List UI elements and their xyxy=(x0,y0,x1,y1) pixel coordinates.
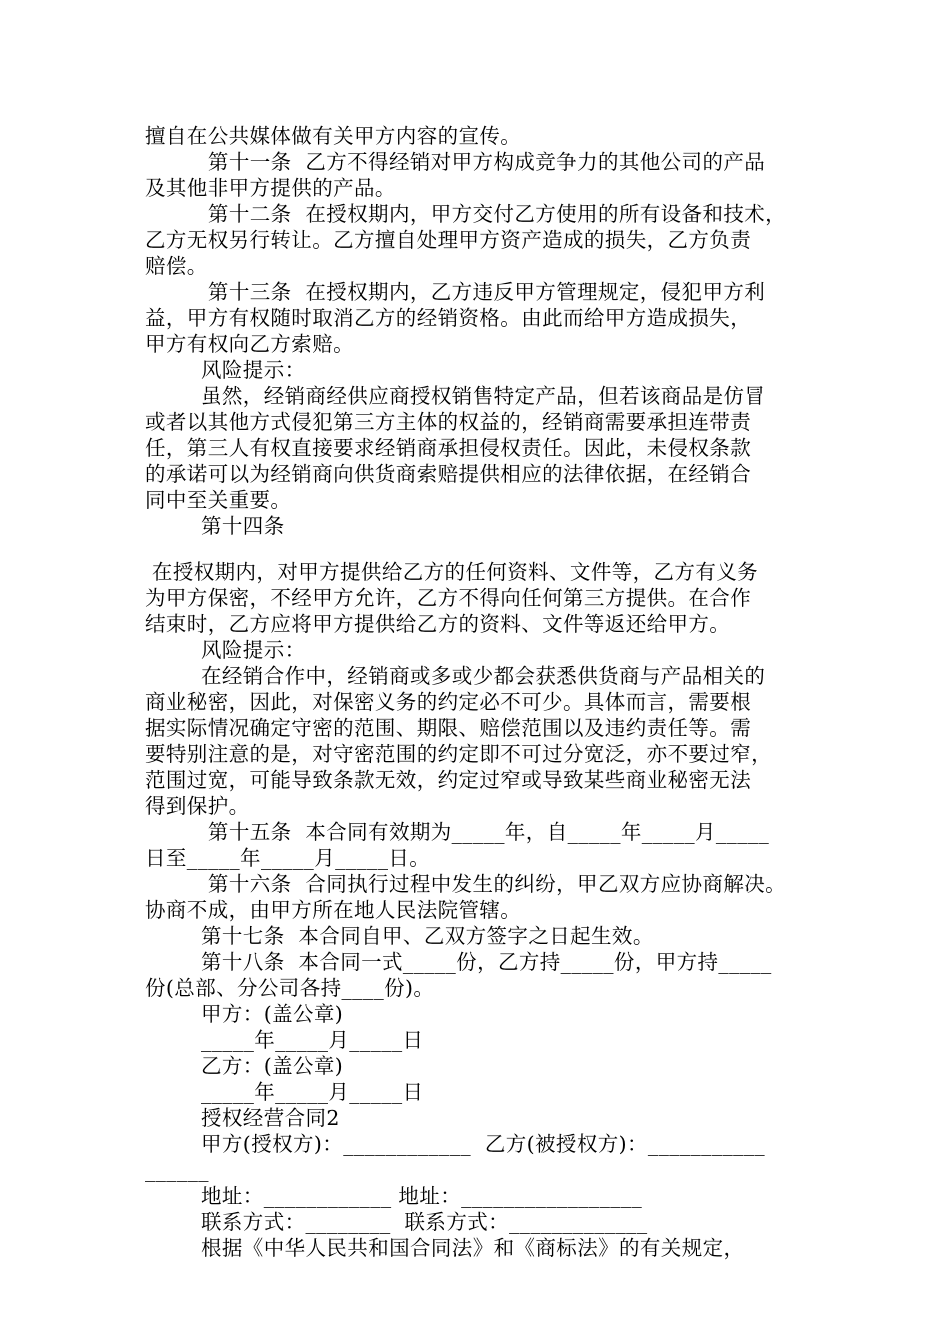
text-line: 风险提示： xyxy=(201,358,306,382)
text-line: 在经销合作中，经销商或多或少都会获悉供货商与产品相关的 xyxy=(201,664,766,688)
parties-line-continued: ______ xyxy=(145,1158,209,1182)
signature-date-b: _____年_____月_____日 xyxy=(201,1080,424,1104)
text-line: 任，第三人有权直接要求经销商承担侵权责任。因此，未侵权条款 xyxy=(145,436,752,460)
text-line: 同中至关重要。 xyxy=(145,488,292,512)
signature-party-a: 甲方：(盖公章) xyxy=(201,1002,344,1026)
text-line: 或者以其他方式侵犯第三方主体的权益的，经销商需要承担连带责 xyxy=(145,410,752,434)
text-line: 范围过宽，可能导致条款无效，约定过窄或导致某些商业秘密无法 xyxy=(145,768,752,792)
section-title: 授权经营合同2 xyxy=(201,1106,340,1130)
contact-line: 联系方式：________ 联系方式：_____________ xyxy=(201,1210,648,1234)
text-line: 擅自在公共媒体做有关甲方内容的宣传。 xyxy=(145,124,522,148)
signature-date-a: _____年_____月_____日 xyxy=(201,1028,424,1052)
text-line: 虽然，经销商经供应商授权销售特定产品，但若该商品是仿冒 xyxy=(201,384,766,408)
text-line: 第十七条 本合同自甲、乙双方签字之日起生效。 xyxy=(201,924,654,948)
text-line: 协商不成，由甲方所在地人民法院管辖。 xyxy=(145,898,522,922)
text-line: 商业秘密，因此，对保密义务的约定必不可少。具体而言，需要根 xyxy=(145,690,752,714)
text-line: 得到保护。 xyxy=(145,794,250,818)
text-line: 益，甲方有权随时取消乙方的经销资格。由此而给甲方造成损失， xyxy=(145,306,752,330)
text-line: 赔偿。 xyxy=(145,254,208,278)
text-line: 要特别注意的是，对守密范围的约定即不可过分宽泛，亦不要过窄， xyxy=(145,742,772,766)
text-line: 的承诺可以为经销商向供货商索赔提供相应的法律依据，在经销合 xyxy=(145,462,752,486)
parties-line: 甲方(授权方)：____________ 乙方(被授权方)：___________ xyxy=(201,1132,766,1156)
text-line: 根据《中华人民共和国合同法》和《商标法》的有关规定， xyxy=(201,1236,745,1260)
text-line: 乙方无权另行转让。乙方擅自处理甲方资产造成的损失，乙方负责 xyxy=(145,228,752,252)
text-line: 在授权期内，对甲方提供给乙方的任何资料、文件等，乙方有义务 xyxy=(145,560,759,584)
address-line: 地址：____________ 地址：_________________ xyxy=(201,1184,643,1208)
text-line: 第十四条 xyxy=(201,514,285,538)
text-line: 第十八条 本合同一式_____份，乙方持_____份，甲方持_____ xyxy=(201,950,772,974)
text-line: 结束时，乙方应将甲方提供给乙方的资料、文件等返还给甲方。 xyxy=(145,612,731,636)
text-line: 及其他非甲方提供的产品。 xyxy=(145,176,396,200)
text-line: 第十三条 在授权期内，乙方违反甲方管理规定，侵犯甲方利 xyxy=(201,280,766,304)
signature-party-b: 乙方：(盖公章) xyxy=(201,1054,344,1078)
text-line: 据实际情况确定守密的范围、期限、赔偿范围以及违约责任等。需 xyxy=(145,716,752,740)
text-line: 第十二条 在授权期内，甲方交付乙方使用的所有设备和技术， xyxy=(201,202,787,226)
text-line: 份(总部、分公司各持____份)。 xyxy=(145,976,435,1000)
text-line: 第十六条 合同执行过程中发生的纠纷，甲乙双方应协商解决。 xyxy=(201,872,787,896)
text-line: 为甲方保密，不经甲方允许，乙方不得向任何第三方提供。在合作 xyxy=(145,586,752,610)
text-line: 甲方有权向乙方索赔。 xyxy=(145,332,354,356)
text-line: 风险提示： xyxy=(201,638,306,662)
text-line: 日至_____年_____月_____日。 xyxy=(145,846,431,870)
text-line: 第十一条 乙方不得经销对甲方构成竞争力的其他公司的产品 xyxy=(201,150,766,174)
text-line: 第十五条 本合同有效期为_____年，自_____年_____月_____ xyxy=(201,820,770,844)
